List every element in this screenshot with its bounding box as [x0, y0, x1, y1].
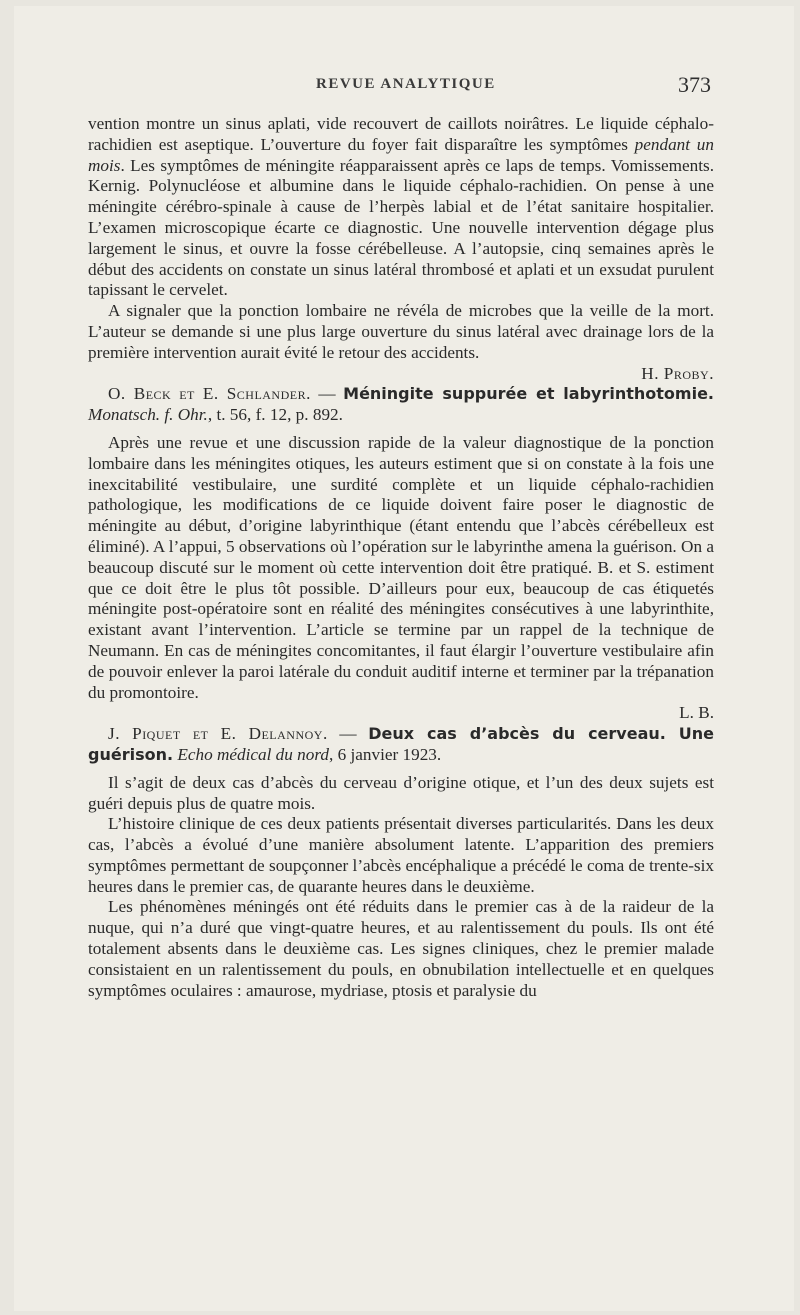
paragraph: Les phénomènes méningés ont été réduits dans le premier cas à de la raideur de la nuque, qui n’a duré que vingt-quatre heures, et au ralentissement du pouls. Ils ont été totalement absents dans le deuxième cas. Les signes cliniques, chez le premier malade consistaient en un ralentissement du pouls, en obnubilation intellectuelle et en quelques symptômes oculaires : amaurose, mydriase, ptosis et paralysie du — [88, 897, 714, 1000]
review-source: Echo médical du nord — [177, 744, 329, 764]
paragraph: A signaler que la ponction lombaire ne révéla de microbes que la veille de la mort. L’auteur se demande si une plus large ouverture du sinus latéral avec drainage lors de la première intervention aurait évité le retour des accidents. — [88, 301, 714, 362]
emphasis-text: pendant un mois — [88, 134, 714, 175]
paragraph: Il s’agit de deux cas d’abcès du cerveau d’origine otique, et l’un des deux sujets est guéri depuis plus de quatre mois. — [88, 772, 714, 813]
review-source-details: , t. 56, f. 12, p. 892. — [207, 405, 343, 425]
article-body — [88, 114, 714, 1001]
dash: — — [327, 724, 369, 744]
signature-text: H. Proby. — [641, 363, 714, 383]
paragraph: L’histoire clinique de ces deux patients présentait diverses particularités. Dans les deux cas, l’abcès a évolué d’une manière absolument latente. L’apparition des premiers symptômes permettant de soupçonner l’abcès encéphalique a précédé le coma de trente-six heures dans le premier cas, de quarante heures dans le deuxième. — [88, 814, 714, 896]
paragraph — [88, 114, 714, 301]
review-authors: J. Piquet et E. Delannoy. — [108, 724, 328, 744]
signature — [88, 364, 714, 385]
review-source: Monatsch. f. Ohr. — [88, 405, 208, 425]
review-authors: O. Beck et E. Schlander. — [108, 384, 311, 404]
signature — [88, 703, 714, 724]
dash: — — [310, 384, 344, 404]
review-source-details: , 6 janvier 1923. — [329, 744, 442, 764]
review-heading — [88, 724, 714, 766]
review-title: Méningite suppurée et labyrinthotomie. — [343, 384, 714, 404]
signature-text: L. B. — [679, 703, 714, 723]
paragraph-text: vention montre un sinus aplati, vide recouvert de caillots noirâtres. Le liquide céphalo-rachidien est aseptique. L’ouverture du foyer fait disparaître les symptômes — [88, 114, 714, 154]
paragraph: Après une revue et une discussion rapide de la valeur diagnostique de la ponction lombaire dans les méningites otiques, les auteurs estiment que si on constate à la fois une inexcitabilité vestibulaire, une surdité complète et un liquide céphalo-rachidien pathologique, les modifications de ce liquide doivent faire poser le diagnostic de méningite au début, d’origine labyrinthique (étant entendu que l’abcès cérébelleux est éliminé). A l’appui, 5 observations où l’opération sur le labyrinthe amena la guérison. On a beaucoup discuté sur le moment où cette intervention doit être pratiqué. B. et S. estiment que ce doit être le plus tôt possible. D’ailleurs pour eux, beaucoup de cas étiquetés méningite post-opératoire sont en réalité des méningites consécutives à une labyrinthite, existant avant l’intervention. L’article se termine par un rappel de la technique de Neumann. En cas de méningites concomitantes, il faut élargir l’ouverture vestibulaire afin de pouvoir enlever la paroi latérale du conduit auditif interne et terminer par la trépanation du promontoire. — [88, 432, 714, 702]
running-title: REVUE ANALYTIQUE — [316, 76, 496, 92]
page-number: 373 — [678, 72, 711, 97]
paragraph-text: . Les symptômes de méningite réapparaissent après ce laps de temps. Vomissements. Kernig. Polynucléose et albumine dans le liquide céphalo-rachidien. On pense à une méningite cérébro-spinale à cause de l’herpès labial et de l’état sanitaire hospitalier. L’examen microscopique écarte ce diagnostic. Une nouvelle intervention dégage plus largement le sinus, et ouvre la fosse cérébelleuse. A l’autopsie, cinq semaines après le début des accidents on constate un sinus latéral thrombosé et aplati et un exsudat purulent tapissant le cervelet. — [88, 155, 714, 300]
review-heading — [88, 384, 714, 426]
review-title: Deux cas d’abcès du cerveau. Une guérison. — [88, 724, 714, 764]
page-header — [0, 72, 800, 100]
